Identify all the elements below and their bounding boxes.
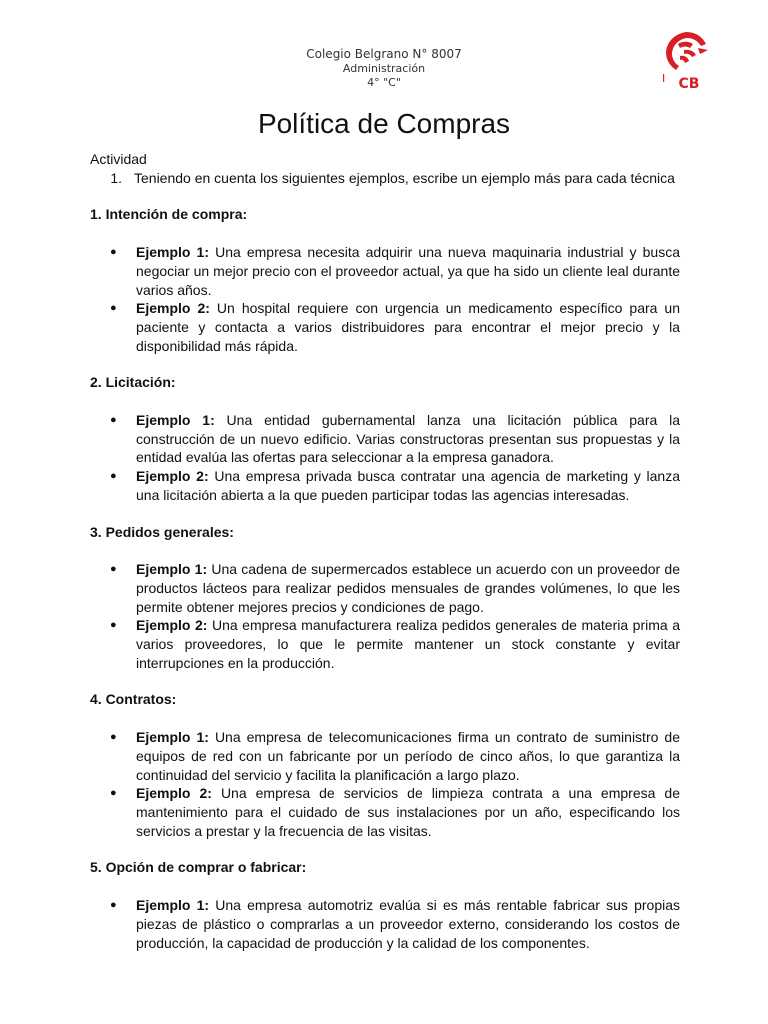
example-label: Ejemplo 2: — [136, 617, 208, 634]
school-logo — [662, 30, 710, 94]
example-list — [90, 411, 680, 505]
bullet-icon: ● — [110, 787, 117, 800]
bullet-icon: ● — [110, 899, 117, 912]
example-item — [90, 467, 680, 504]
example-body: Una empresa manufacturera realiza pedidos generales de materia prima a varios proveedores, lo que le permite mantener un stock constante y evitar interrupciones en la producción. — [136, 617, 680, 671]
section-spacer — [90, 505, 680, 523]
bullet-icon: ● — [110, 414, 117, 427]
example-text — [136, 728, 680, 784]
bullet-icon: ● — [110, 563, 117, 576]
example-label: Ejemplo 2: — [136, 468, 209, 485]
example-body: Una cadena de supermercados establece un acuerdo con un proveedor de productos lácteos para realizar pedidos mensuales de grandes volúmenes, lo que les permite obtener mejores precios y condiciones de pago. — [136, 561, 680, 615]
school-name: Colegio Belgrano N° 8007 — [306, 47, 462, 61]
example-body: Una empresa privada busca contratar una agencia de marketing y lanza una licitación abierta a la que pueden participar todas las agencias interesadas. — [136, 468, 681, 503]
example-item — [90, 896, 680, 952]
section-heading: 1. Intención de compra: — [90, 206, 248, 223]
instruction-item — [90, 169, 680, 188]
heading-spacer — [90, 224, 680, 243]
section-heading: 3. Pedidos generales: — [90, 523, 234, 540]
example-label: Ejemplo 2: — [136, 300, 210, 317]
example-label: Ejemplo 1: — [136, 244, 209, 261]
example-item — [90, 243, 680, 299]
example-label: Ejemplo 1: — [136, 561, 208, 578]
section-heading: 4. Contratos: — [90, 691, 177, 708]
example-item — [90, 299, 680, 355]
instruction-number: 1. — [110, 169, 122, 186]
department-name: Administración — [342, 62, 426, 75]
example-body: Una empresa de telecomunicaciones firma un contrato de suministro de equipos de red con un fabricante por un período de cinco años, lo que garantiza la continuidad del servicio y facilita la planificación a largo plazo. — [136, 729, 680, 783]
example-text — [136, 784, 680, 840]
bullet-icon: ● — [110, 731, 117, 744]
grade-label: 4° "C" — [367, 76, 401, 89]
document-body — [90, 150, 680, 952]
section-spacer — [90, 672, 680, 690]
sections-container — [90, 187, 680, 952]
heading-spacer — [90, 392, 680, 411]
bullet-icon: ● — [110, 470, 117, 483]
example-label: Ejemplo 1: — [136, 729, 209, 746]
eagle-crest-icon — [662, 30, 710, 94]
section-spacer — [90, 187, 680, 205]
logo-text: CB — [678, 76, 700, 92]
example-text — [136, 411, 680, 467]
section-spacer — [90, 840, 680, 858]
example-body: Una empresa necesita adquirir una nueva maquinaria industrial y busca negociar un mejor precio con el proveedor actual, ya que ha sido un cliente leal durante varios años. — [136, 244, 680, 298]
example-label: Ejemplo 1: — [136, 412, 215, 429]
example-list — [90, 243, 680, 355]
example-body: Una empresa de servicios de limpieza contrata a una empresa de mantenimiento para el cuidado de sus instalaciones por un año, especificando los servicios a prestar y la frecuencia de las visitas. — [136, 785, 680, 839]
example-text — [136, 467, 680, 504]
activity-label: Actividad — [90, 151, 147, 167]
heading-spacer — [90, 541, 680, 560]
example-body: Un hospital requiere con urgencia un medicamento específico para un paciente y contacta a varios distribuidores para encontrar el mejor precio y la disponibilidad más rápida. — [136, 300, 681, 354]
example-label: Ejemplo 1: — [136, 897, 210, 914]
instruction-text: Teniendo en cuenta los siguientes ejemplos, escribe un ejemplo más para cada técnica — [134, 169, 675, 186]
example-body: Una empresa automotriz evalúa si es más rentable fabricar sus propias piezas de plástico o comprarlas a un proveedor externo, considerando los costos de producción, la capacidad de producción y la calidad de los componentes. — [136, 897, 681, 951]
bullet-icon: ● — [110, 246, 117, 259]
example-text — [136, 896, 680, 952]
heading-spacer — [90, 877, 680, 896]
example-item — [90, 560, 680, 616]
example-list — [90, 896, 680, 952]
example-text — [136, 299, 680, 355]
example-list — [90, 560, 680, 672]
bullet-icon: ● — [110, 619, 117, 632]
page-title: Política de Compras — [257, 108, 511, 139]
heading-spacer — [90, 709, 680, 728]
example-item — [90, 728, 680, 784]
example-item — [90, 616, 680, 672]
bullet-icon: ● — [110, 302, 117, 315]
example-text — [136, 243, 680, 299]
document-header — [0, 46, 768, 90]
example-text — [136, 616, 680, 672]
section-heading: 2. Licitación: — [90, 374, 176, 391]
example-text — [136, 560, 680, 616]
section-spacer — [90, 355, 680, 373]
section-heading: 5. Opción de comprar o fabricar: — [90, 859, 307, 876]
example-label: Ejemplo 2: — [136, 785, 212, 802]
example-item — [90, 411, 680, 467]
example-list — [90, 728, 680, 840]
example-body: Una entidad gubernamental lanza una licitación pública para la construcción de un nuevo edificio. Varias constructoras presentan sus propuestas y la entidad evalúa las ofertas para seleccionar a la empresa ganadora. — [136, 412, 680, 466]
example-item — [90, 784, 680, 840]
